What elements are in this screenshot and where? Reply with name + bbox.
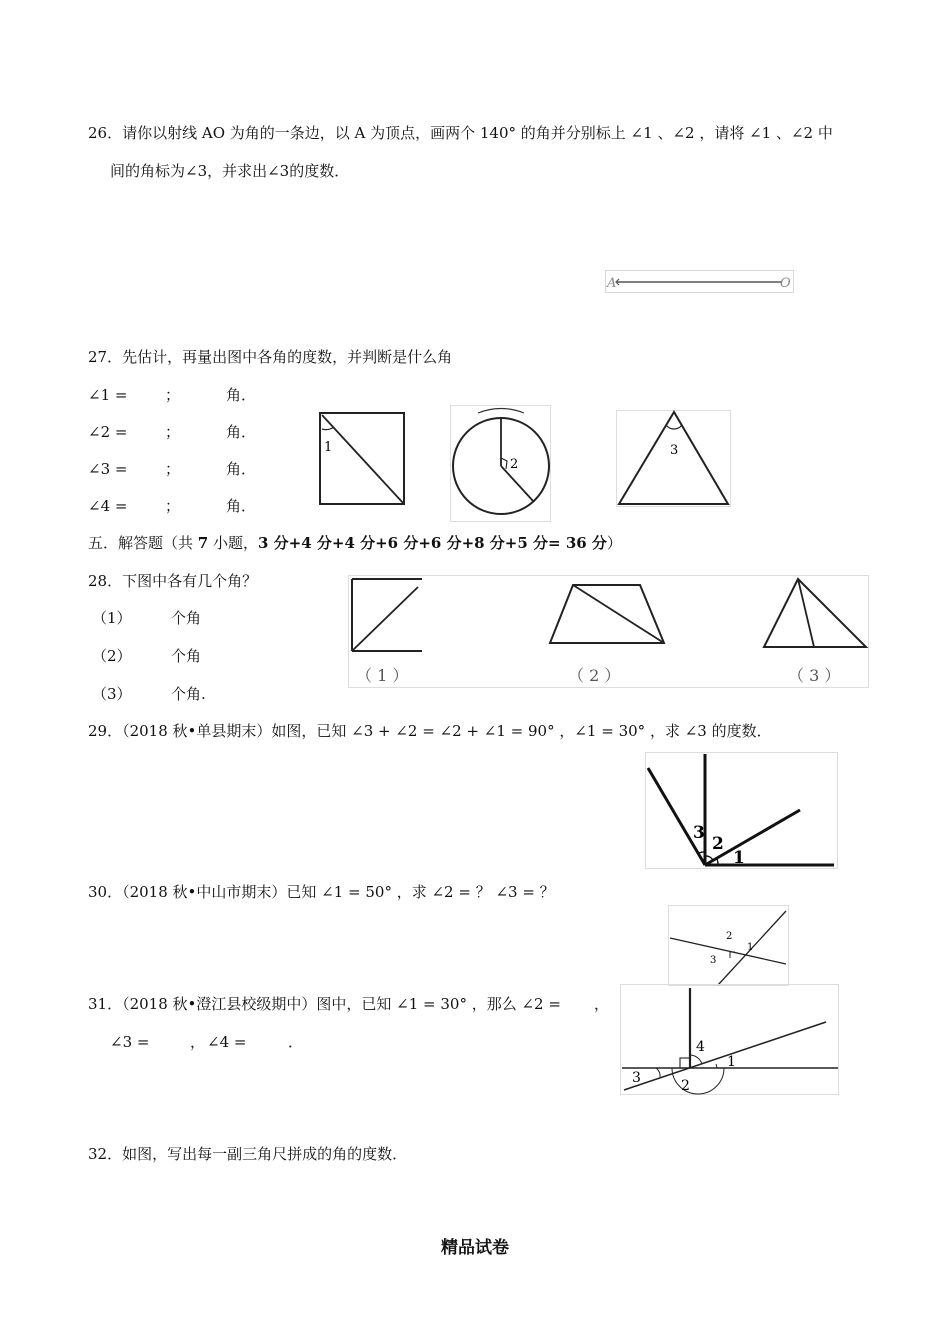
q27-row2-label: ∠2 = <box>88 423 128 441</box>
q27-row1-semicolon: ； <box>165 386 181 404</box>
q27-row2-tail: 角． <box>226 423 257 441</box>
q31-line1: 31．（2018 秋•澄江县校级期中）图中，已知 ∠1 = 30° ，那么 ∠2 = <box>88 995 561 1013</box>
q31-comma1: ， <box>594 995 610 1013</box>
q29-figure <box>645 752 839 870</box>
q27-row3-semicolon: ； <box>165 460 181 478</box>
q31-angle3-label: 3 <box>632 1070 641 1086</box>
q28-row1-tail: 个角 <box>171 609 202 627</box>
q28-row3-label: （3） <box>92 685 132 703</box>
q27-stem: 27．先估计，再量出图中各角的度数，并判断是什么角 <box>88 348 453 366</box>
q27-row4-label: ∠4 = <box>88 497 128 515</box>
q29-angle1-label: 1 <box>733 848 745 868</box>
q26-label-o: O <box>780 276 791 291</box>
q27-row3-tail: 角． <box>226 460 257 478</box>
q26-ray-figure <box>605 270 797 294</box>
q26-line2: 间的角标为∠3，并求出∠3的度数． <box>110 162 350 180</box>
q28-row2-label: （2） <box>92 647 132 665</box>
q27-row2-semicolon: ； <box>165 423 181 441</box>
q31-angle3: ∠3 = <box>110 1033 150 1051</box>
q28-row2-tail: 个角 <box>171 647 202 665</box>
q31-angle4: ∠4 = <box>207 1033 247 1051</box>
q31-angle1-label: 1 <box>727 1054 736 1070</box>
q29-angle2-label: 2 <box>712 834 724 854</box>
q27-row1-tail: 角． <box>226 386 257 404</box>
q27-row4-semicolon: ； <box>165 497 181 515</box>
q27-row4-tail: 角． <box>226 497 257 515</box>
q28-stem: 28．下图中各有几个角？ <box>88 572 258 590</box>
q30-figure <box>668 905 790 987</box>
q28-caption-2: （ 2 ） <box>568 666 621 685</box>
q31-angle2-label: 2 <box>681 1078 690 1094</box>
q27-angle1-label: 1 <box>324 440 333 455</box>
q28-caption-1: （ 1 ） <box>356 666 409 685</box>
q32-text: 32．如图，写出每一副三角尺拼成的角的度数． <box>88 1145 408 1163</box>
q31-comma2: ， <box>190 1033 206 1051</box>
q28-row3-tail: 个角. <box>171 685 206 703</box>
q31-angle4-label: 4 <box>696 1039 705 1055</box>
q31-period: ． <box>288 1033 304 1051</box>
q27-circle-figure <box>450 405 552 523</box>
q30-angle1-label: 1 <box>747 942 754 953</box>
q27-square-figure <box>318 410 408 508</box>
section5-count: 7 <box>197 534 209 552</box>
q31-figure <box>620 984 840 1096</box>
q26-line1: 26．请你以射线 AO 为角的一条边，以 A 为顶点，画两个 140° 的角并分别标上 ∠1 、∠2 ，请将 ∠1 、∠2 中 <box>88 124 833 142</box>
q27-angle2-label: 2 <box>510 457 519 472</box>
q27-row1-label: ∠1 = <box>88 386 128 404</box>
q27-row3-label: ∠3 = <box>88 460 128 478</box>
section5-suffix: ） <box>606 534 622 552</box>
section5-prefix: 五．解答题（共 <box>88 534 198 552</box>
q27-angle3-label: 3 <box>670 443 679 458</box>
section5-middle: 小题， <box>208 534 258 552</box>
q29-angle3-label: 3 <box>693 823 705 843</box>
q28-figures <box>348 575 870 689</box>
q27-triangle-figure <box>616 410 732 508</box>
q28-row1-label: （1） <box>92 609 132 627</box>
q30-angle2-label: 2 <box>726 931 733 942</box>
q26-label-a: A <box>607 276 617 291</box>
q30-angle3-label: 3 <box>710 955 717 966</box>
q30-text: 30．（2018 秋•中山市期末）已知 ∠1 = 50° ，求 ∠2 = ？ ∠3 = ？ <box>88 883 555 901</box>
section5-heading <box>88 533 622 553</box>
page-footer: 精品试卷 <box>441 1238 509 1258</box>
q28-caption-3: （ 3 ） <box>788 666 841 685</box>
section5-scores: 3 分+4 分+4 分+6 分+6 分+8 分+5 分= 36 分 <box>258 534 607 552</box>
q29-text: 29．（2018 秋•单县期末）如图，已知 ∠3 + ∠2 = ∠2 + ∠1 = 90° ，∠1 = 30° ，求 ∠3 的度数． <box>88 722 772 740</box>
